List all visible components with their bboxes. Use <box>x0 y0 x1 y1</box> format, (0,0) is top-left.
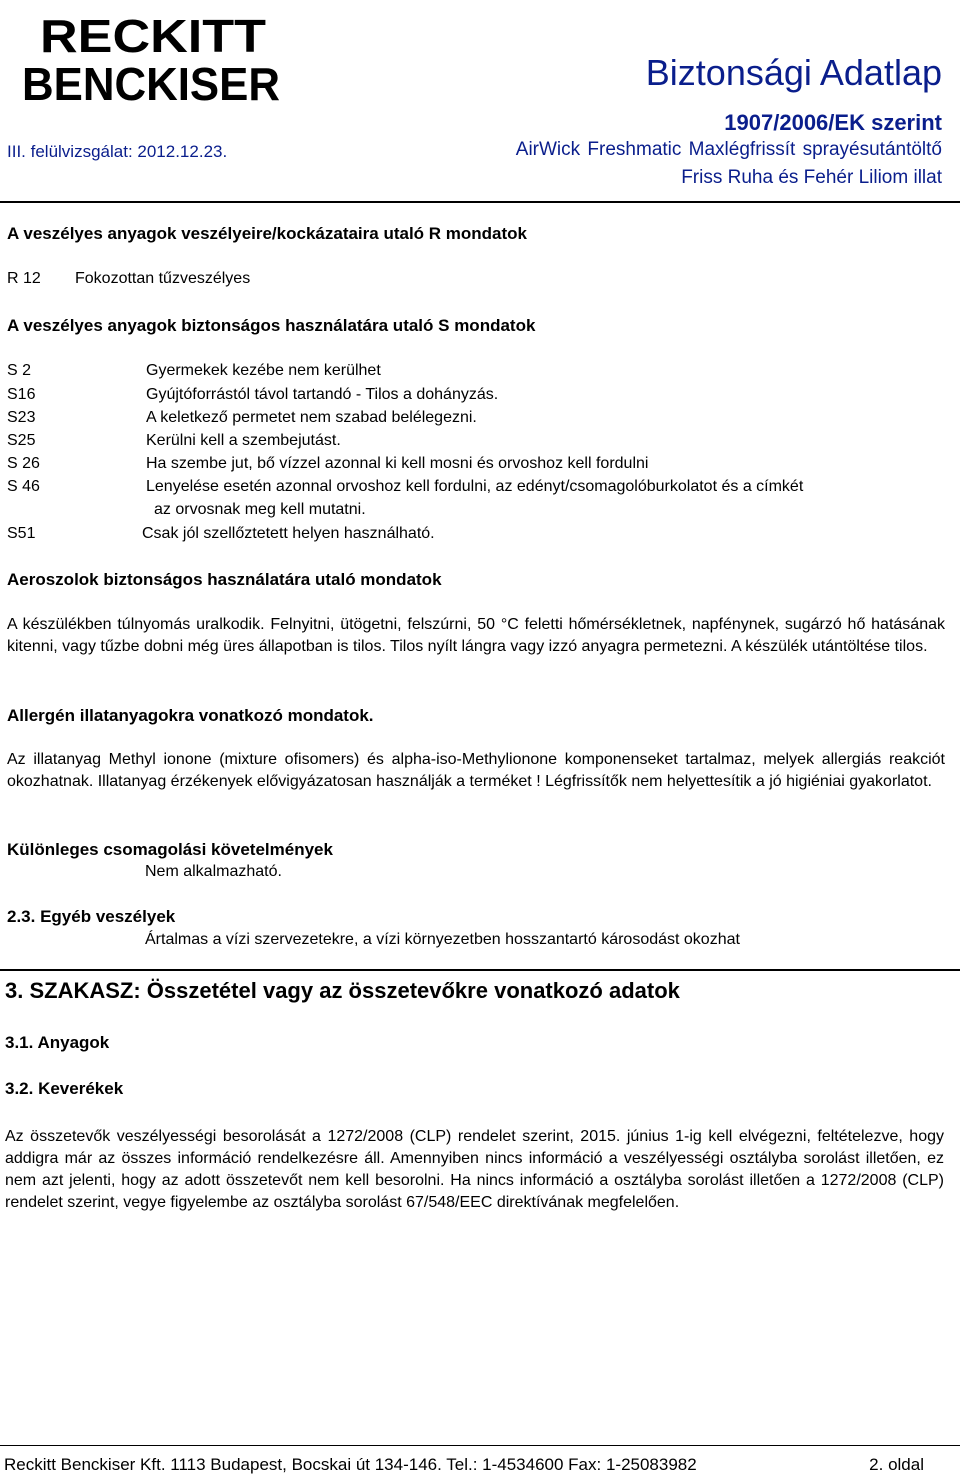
aerosol-text: A készülékben túlnyomás uralkodik. Felnyitni, ütögetni, felszúrni, 50 °C feletti hőmérsékletnek, napfénynek, sugárzó hő hatásának kitenni, vagy tűzbe dobni még üres állapotban is tilos. Tilos nyílt lángra vagy izzó anyagra permetezni. A készülék utántöltése tilos. <box>7 616 945 655</box>
regulation-reference: 1907/2006/EK szerint <box>724 110 942 135</box>
page-number: 2. oldal <box>869 1455 924 1474</box>
r-phrase-text: Fokozottan tűzveszélyes <box>75 270 251 287</box>
s-phrase-code: S 46 <box>7 478 40 495</box>
logo-line-2: BENCKISER <box>22 58 280 106</box>
substances-heading: 3.1. Anyagok <box>5 1033 110 1052</box>
other-hazards-heading: 2.3. Egyéb veszélyek <box>7 907 176 926</box>
allergen-paragraph <box>7 749 945 793</box>
s-phrase-text: Kerülni kell a szembejutást. <box>146 432 341 449</box>
s-phrase-text: A keletkező permetet nem szabad belélegezni. <box>146 409 477 426</box>
packaging-heading: Különleges csomagolási követelmények <box>7 840 333 859</box>
aerosol-paragraph <box>7 614 945 658</box>
s-phrase-code: S 26 <box>7 455 40 472</box>
section-3-heading: 3. SZAKASZ: Összetétel vagy az összetevőkre vonatkozó adatok <box>5 978 680 1003</box>
document-title: Biztonsági Adatlap <box>645 52 942 93</box>
s-phrase-code: S51 <box>7 525 36 542</box>
s-phrase-text: Gyermekek kezébe nem kerülhet <box>146 362 381 379</box>
s-phrase-text-continued: az orvosnak meg kell mutatni. <box>154 501 366 518</box>
s-phrase-code: S16 <box>7 386 36 403</box>
r-phrases-heading: A veszélyes anyagok veszélyeire/kockázataira utaló R mondatok <box>7 224 528 243</box>
other-hazards-text: Ártalmas a vízi szervezetekre, a vízi környezetben hosszantartó károsodást okozhat <box>145 931 740 948</box>
s-phrase-text: Gyújtóforrástól távol tartandó - Tilos a dohányzás. <box>146 386 499 403</box>
section-divider <box>0 969 960 971</box>
s-phrase-code: S23 <box>7 409 36 426</box>
product-name-line-1: AirWick Freshmatic Maxlégfrissít sprayésutántöltő <box>515 139 942 160</box>
allergen-text: Az illatanyag Methyl ionone (mixture ofisomers) és alpha-iso-Methylionone komponenseket tartalmaz, melyek allergiás reakciót okozhatnak. Illatanyag érzékenyek elővigyázatosan használják a terméket ! Légfrissítők nem helyettesítik a jó higiéniai gyakorlatot. <box>7 751 945 790</box>
allergen-heading: Allergén illatanyagokra vonatkozó mondatok. <box>7 706 374 725</box>
footer-divider <box>0 1445 960 1446</box>
logo-line-1: RECKITT <box>40 10 266 62</box>
footer-company-info: Reckitt Benckiser Kft. 1113 Budapest, Bocskai út 134-146. Tel.: 1-4534600 Fax: 1-25083982 <box>4 1455 697 1474</box>
s-phrase-text: Lenyelése esetén azonnal orvoshoz kell fordulni, az edényt/csomagolóburkolatot és a címkét <box>146 478 804 495</box>
mixtures-heading: 3.2. Keverékek <box>5 1079 124 1098</box>
r-phrase-code: R 12 <box>7 270 41 287</box>
s-phrase-code: S 2 <box>7 362 32 379</box>
product-name-line-2: Friss Ruha és Fehér Liliom illat <box>681 167 942 188</box>
packaging-text: Nem alkalmazható. <box>145 863 282 880</box>
aerosol-heading: Aeroszolok biztonságos használatára utaló mondatok <box>7 570 442 589</box>
s-phrase-text: Ha szembe jut, bő vízzel azonnal ki kell mosni és orvoshoz kell fordulni <box>146 455 649 472</box>
revision-date: III. felülvizsgálat: 2012.12.23. <box>7 142 228 161</box>
s-phrases-heading: A veszélyes anyagok biztonságos használatára utaló S mondatok <box>7 316 536 335</box>
s-phrase-text: Csak jól szellőztetett helyen használható. <box>142 525 435 542</box>
header-divider <box>0 201 960 203</box>
company-logo <box>20 8 282 106</box>
mixtures-paragraph <box>5 1126 944 1214</box>
mixtures-text: Az összetevők veszélyességi besorolását a 1272/2008 (CLP) rendelet szerint, 2015. június 1-ig kell elvégezni, feltételezve, hogy addigra már az összes információ rendelkezésre áll. Amennyiben nincs információ a veszélyességi osztályba sorolást illetően, ez nem azt jelenti, hogy az adott összetevőt nem kell besorolni. Ha nincs információ a osztályba sorolást illetően a 1272/2008 (CLP) rendelet szerint, vegye figyelembe az osztályba sorolást 67/548/EEC direktívának megfelelően. <box>5 1128 944 1211</box>
s-phrase-code: S25 <box>7 432 36 449</box>
